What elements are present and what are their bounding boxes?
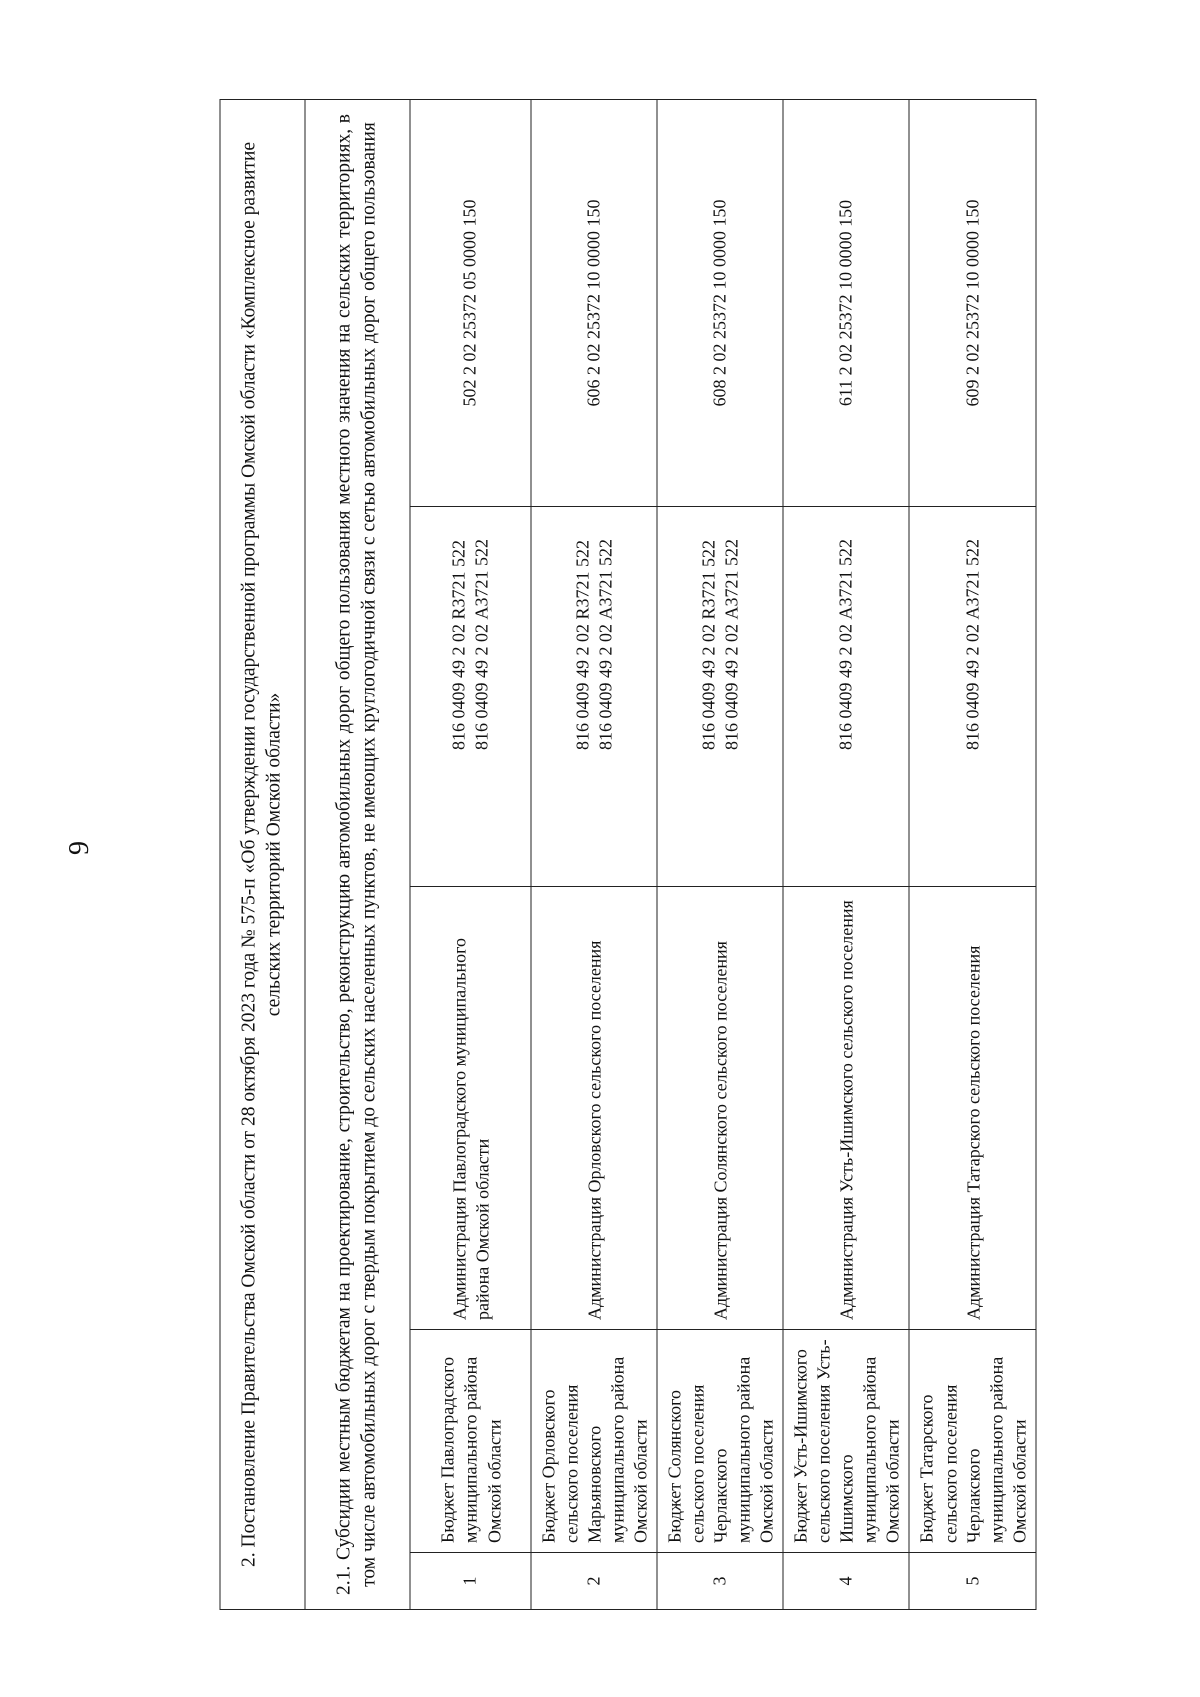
kbk-code: 816 0409 49 2 02 А3721 522 — [471, 539, 492, 750]
subsection-heading-row — [305, 99, 410, 1609]
kbk-codes — [657, 507, 783, 887]
row-number: 2 — [531, 1553, 657, 1610]
budget-name: Бюджет Солянского сельского поселения Черлакского муниципального района Омской области — [657, 1330, 783, 1553]
page-number: 9 — [64, 841, 95, 855]
kbk-code: 816 0409 49 2 02 А3721 522 — [962, 539, 983, 750]
administrator-name: Администрация Солянского сельского поселения — [657, 887, 783, 1330]
administrator-name: Администрация Татарского сельского поселения — [909, 887, 1035, 1330]
kbk-code: 816 0409 49 2 02 А3721 522 — [595, 539, 616, 750]
kbk-codes — [410, 507, 531, 887]
row-number: 4 — [783, 1553, 909, 1610]
subsidies-table — [220, 99, 1037, 1610]
revenue-code: 606 2 02 25372 10 0000 150 — [531, 99, 657, 506]
kbk-code: 816 0409 49 2 02 R3721 522 — [698, 539, 719, 750]
budget-name: Бюджет Орловского сельского поселения Марьяновского муниципального района Омской области — [531, 1330, 657, 1553]
row-number: 1 — [410, 1553, 531, 1610]
kbk-codes — [783, 507, 909, 887]
budget-name: Бюджет Усть-Ишимского сельского поселения Усть-Ишимского муниципального района Омской области — [783, 1330, 909, 1553]
revenue-code: 608 2 02 25372 10 0000 150 — [657, 99, 783, 506]
table-row — [783, 99, 909, 1609]
revenue-code: 502 2 02 25372 05 0000 150 — [410, 99, 531, 506]
revenue-code: 611 2 02 25372 10 0000 150 — [783, 99, 909, 506]
kbk-code: 816 0409 49 2 02 R3721 522 — [572, 539, 593, 750]
kbk-code: 816 0409 49 2 02 А3721 522 — [721, 539, 742, 750]
table-row — [531, 99, 657, 1609]
kbk-codes — [531, 507, 657, 887]
row-number: 5 — [909, 1553, 1035, 1610]
revenue-code: 609 2 02 25372 10 0000 150 — [909, 99, 1035, 506]
table-row — [657, 99, 783, 1609]
kbk-code: 816 0409 49 2 02 R3721 522 — [448, 539, 469, 750]
table-row — [410, 99, 531, 1609]
subsection-heading: 2.1. Субсидии местным бюджетам на проектирование, строительство, реконструкцию автомобильных дорог общего пользования местного значения на сельских территориях, в том числе автомобильных дорог с твердым покрытием до сельских населенных пунктов, не имеющих круглогодичной связи с сетью автомобильных дорог общего пользования — [305, 99, 410, 1609]
section-heading: 2. Постановление Правительства Омской области от 28 октября 2023 года № 575-п «Об утверждении государственной программы Омской области «Комплексное развитие сельских территорий Омской области» — [220, 99, 305, 1609]
section-heading-row — [220, 99, 305, 1609]
administrator-name: Администрация Усть-Ишимского сельского поселения — [783, 887, 909, 1330]
table-row — [909, 99, 1035, 1609]
budget-name: Бюджет Татарского сельского поселения Черлакского муниципального района Омской области — [909, 1330, 1035, 1553]
row-number: 3 — [657, 1553, 783, 1610]
administrator-name: Администрация Павлоградского муниципального района Омской области — [410, 887, 531, 1330]
rotated-page-content — [82, 19, 1119, 1687]
budget-name: Бюджет Павлоградского муниципального района Омской области — [410, 1330, 531, 1553]
kbk-code: 816 0409 49 2 02 А3721 522 — [835, 539, 856, 750]
kbk-codes — [909, 507, 1035, 887]
administrator-name: Администрация Орловского сельского поселения — [531, 887, 657, 1330]
